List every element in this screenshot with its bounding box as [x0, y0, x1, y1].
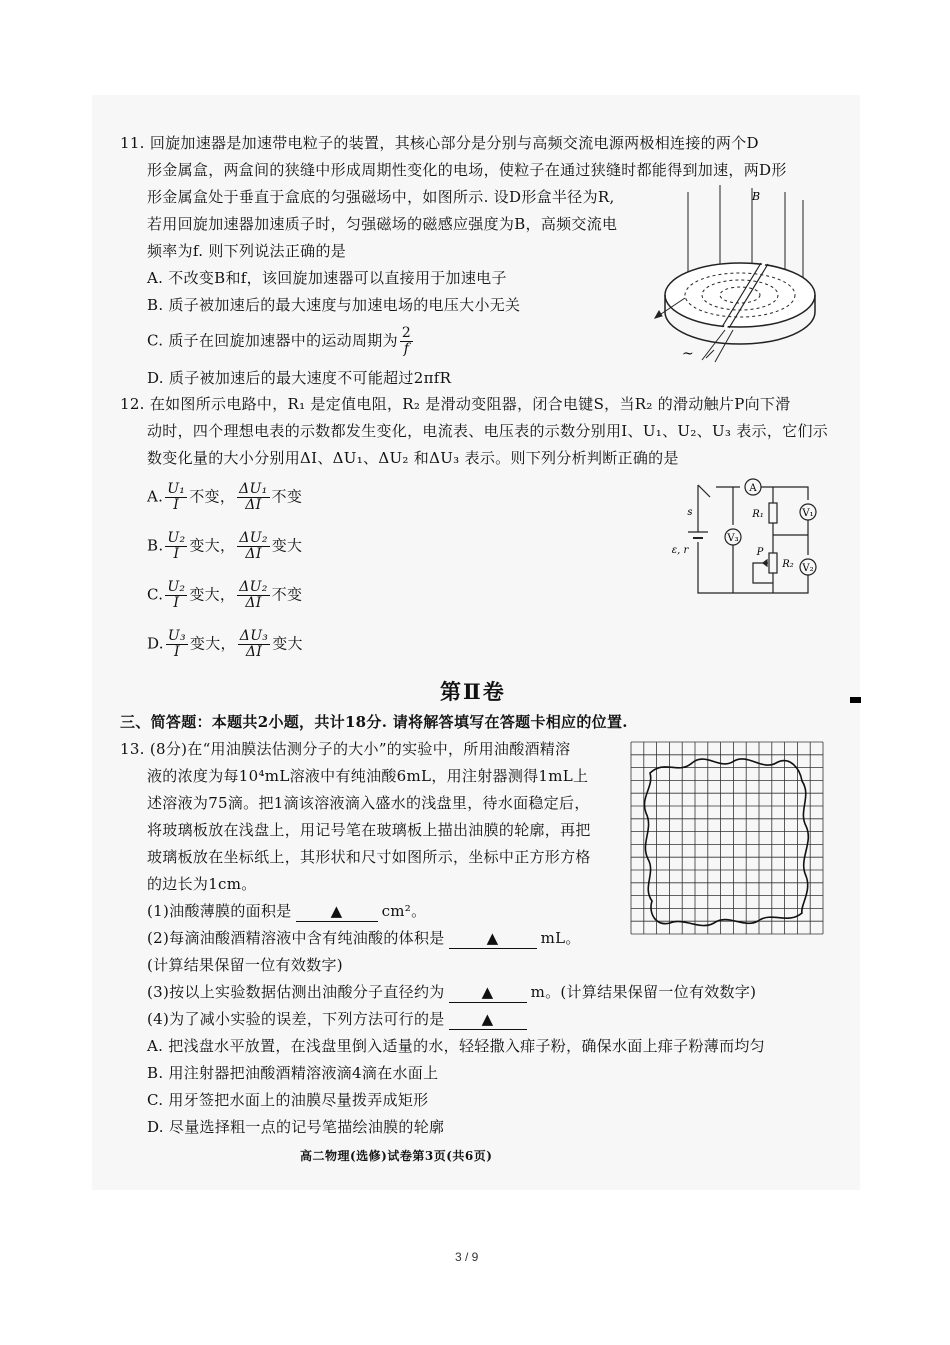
- q13-option-a: A. 把浅盘水平放置，在浅盘里倒入适量的水，轻轻撒入痱子粉，确保水面上痱子粉薄而均匀: [147, 1037, 765, 1055]
- option-text: 变大: [271, 536, 303, 555]
- sub1-unit: cm²。: [381, 902, 427, 920]
- sub2-text: (2)每滴油酸酒精溶液中含有纯油酸的体积是: [147, 929, 445, 947]
- emf-label: ε, r: [671, 545, 689, 556]
- option-text: 变大: [272, 634, 303, 653]
- q13-line4: 将玻璃板放在浅盘上，用记号笔在玻璃板上描出油膜的轮廓，再把: [147, 821, 591, 839]
- q13-line1: 13. (8分)在“用油膜法估测分子的大小”的实验中，所用油酸酒精溶: [120, 740, 571, 758]
- r2-label: R₂: [782, 559, 794, 570]
- q13-option-b: B. 用注射器把油酸酒精溶液滴4滴在水面上: [147, 1064, 439, 1082]
- q13-line2: 液的浓度为每10⁴mL溶液中有纯油酸6mL，用注射器测得1mL上: [147, 767, 589, 785]
- ratio-fraction: [165, 482, 187, 513]
- part-two-title: 第Ⅱ卷: [440, 679, 506, 704]
- r1-label: R₁: [752, 509, 764, 520]
- q12-line1: 12. 在如图所示电路中，R₁ 是定值电阻，R₂ 是滑动变阻器，闭合电键S，当R₂ 的滑动触片P向下滑: [120, 395, 791, 413]
- option-label: C.: [147, 585, 164, 604]
- sub4-text: (4)为了减小实验的误差，下列方法可行的是: [147, 1010, 445, 1028]
- answer-blank-3[interactable]: ▲: [449, 982, 527, 1003]
- q11-option-c: [147, 326, 415, 357]
- q11-option-d: D. 质子被加速后的最大速度不可能超过2πfR: [147, 369, 452, 387]
- delta-fraction: [237, 482, 269, 513]
- q11-line5: 频率为f. 则下列说法正确的是: [147, 242, 347, 260]
- q12-option-c: [147, 580, 302, 611]
- frac-num: 2: [401, 325, 412, 341]
- frac-den: f: [403, 341, 410, 357]
- cyclotron-figure: [640, 180, 835, 370]
- section-three-heading: 三、简答题：本题共2小题，共计18分. 请将解答填写在答题卡相应的位置.: [120, 713, 628, 731]
- circuit-diagram: [668, 475, 833, 600]
- frac-num: U₁: [167, 481, 186, 497]
- option-label: D.: [147, 634, 164, 653]
- voltmeter-v2-label: V₂: [802, 563, 814, 574]
- ac-source-label: ~: [682, 346, 694, 362]
- ammeter-label: A: [749, 483, 757, 494]
- ratio-fraction: [165, 580, 187, 611]
- frac-num: ΔU₃: [239, 628, 269, 644]
- ratio-fraction: [166, 629, 188, 660]
- q13-sub1: [147, 901, 426, 922]
- ratio-fraction: [165, 531, 187, 562]
- option-text: 不变: [271, 585, 303, 604]
- option-text: 不变，: [189, 487, 236, 506]
- q13-sub3: [147, 982, 756, 1003]
- oil-film-grid: [630, 741, 824, 935]
- q13-line5: 玻璃板放在坐标纸上，其形状和尺寸如图所示，坐标中正方形方格: [147, 848, 591, 866]
- frac-num: ΔU₂: [239, 530, 268, 546]
- delta-fraction: [237, 580, 269, 611]
- voltmeter-v1-label: V₁: [802, 508, 814, 519]
- switch-s-label: s: [687, 507, 693, 518]
- q12-line3: 数变化量的大小分别用ΔI、ΔU₁、ΔU₂ 和ΔU₃ 表示。则下列分析判断正确的是: [147, 449, 679, 467]
- delta-fraction: [237, 531, 269, 562]
- q11-line3: 形金属盒处于垂直于盒底的匀强磁场中，如图所示. 设D形盒半径为R,: [147, 188, 615, 206]
- q11-line1: 11. 回旋加速器是加速带电粒子的装置，其核心部分是分别与高频交流电源两极相连接的两个D: [120, 134, 759, 152]
- frac-den: ΔI: [245, 546, 262, 562]
- q13-sub2: [147, 928, 581, 949]
- q11-option-c-text: C. 质子在回旋加速器中的运动周期为: [147, 331, 398, 350]
- frac-den: ΔI: [245, 595, 262, 611]
- sub2-unit: mL。: [540, 929, 581, 947]
- frac-den: I: [173, 644, 180, 660]
- q11-line4: 若用回旋加速器加速质子时，匀强磁场的磁感应强度为B，高频交流电: [147, 215, 618, 233]
- voltmeter-v3-label: V₃: [727, 533, 739, 544]
- q13-option-c: C. 用牙签把水面上的油膜尽量拨弄成矩形: [147, 1091, 429, 1109]
- option-label: B.: [147, 536, 164, 555]
- frac-num: U₂: [167, 579, 186, 595]
- delta-fraction: [238, 629, 270, 660]
- q12-option-a: [147, 482, 302, 513]
- answer-blank-4[interactable]: ▲: [449, 1009, 527, 1030]
- option-text: 不变: [271, 487, 303, 506]
- page-footer: 高二物理(选修)试卷第3页(共6页): [300, 1149, 493, 1163]
- frac-den: I: [173, 497, 180, 513]
- option-label: A.: [147, 487, 164, 506]
- frac-num: U₃: [167, 628, 186, 644]
- frac-den: I: [173, 595, 180, 611]
- q13-line3: 述溶液为75滴。把1滴该溶液滴入盛水的浅盘里，待水面稳定后，: [147, 794, 590, 812]
- q13-sub2-note: (计算结果保留一位有效数字): [147, 956, 343, 974]
- answer-blank-2[interactable]: ▲: [449, 928, 537, 949]
- q11-line2: 形金属盒，两盒间的狭缝中形成周期性变化的电场，使粒子在通过狭缝时都能得到加速，两D形: [147, 161, 787, 179]
- option-text: 变大，: [189, 585, 236, 604]
- q12-option-d: [147, 629, 303, 660]
- page-number: 3 / 9: [455, 1250, 479, 1264]
- frac-den: ΔI: [245, 644, 263, 660]
- frac-num: ΔU₁: [239, 481, 268, 497]
- q11-option-b: B. 质子被加速后的最大速度与加速电场的电压大小无关: [147, 296, 521, 314]
- scan-mark: [850, 697, 861, 703]
- q11-period-fraction: [400, 326, 413, 357]
- magnetic-field-label: B: [752, 190, 761, 203]
- q12-line2: 动时，四个理想电表的示数都发生变化，电流表、电压表的示数分别用I、U₁、U₂、U₃ 表示，它们示: [147, 422, 829, 440]
- answer-blank-1[interactable]: ▲: [296, 901, 378, 922]
- q11-option-a: A. 不改变B和f，该回旋加速器可以直接用于加速电子: [147, 269, 507, 287]
- option-text: 变大，: [189, 634, 236, 653]
- q13-line6: 的边长为1cm。: [147, 875, 257, 893]
- frac-den: ΔI: [245, 497, 262, 513]
- sub3-text: (3)按以上实验数据估测出油酸分子直径约为: [147, 983, 445, 1001]
- frac-den: I: [173, 546, 180, 562]
- q12-option-b: [147, 531, 302, 562]
- option-text: 变大，: [189, 536, 236, 555]
- frac-num: U₂: [167, 530, 186, 546]
- sub1-text: (1)油酸薄膜的面积是: [147, 902, 292, 920]
- frac-num: ΔU₂: [239, 579, 268, 595]
- q13-sub4: [147, 1009, 531, 1030]
- q13-option-d: D. 尽量选择粗一点的记号笔描绘油膜的轮廓: [147, 1118, 445, 1136]
- sub3-unit: m。(计算结果保留一位有效数字): [530, 983, 757, 1001]
- slider-p-label: P: [756, 547, 764, 558]
